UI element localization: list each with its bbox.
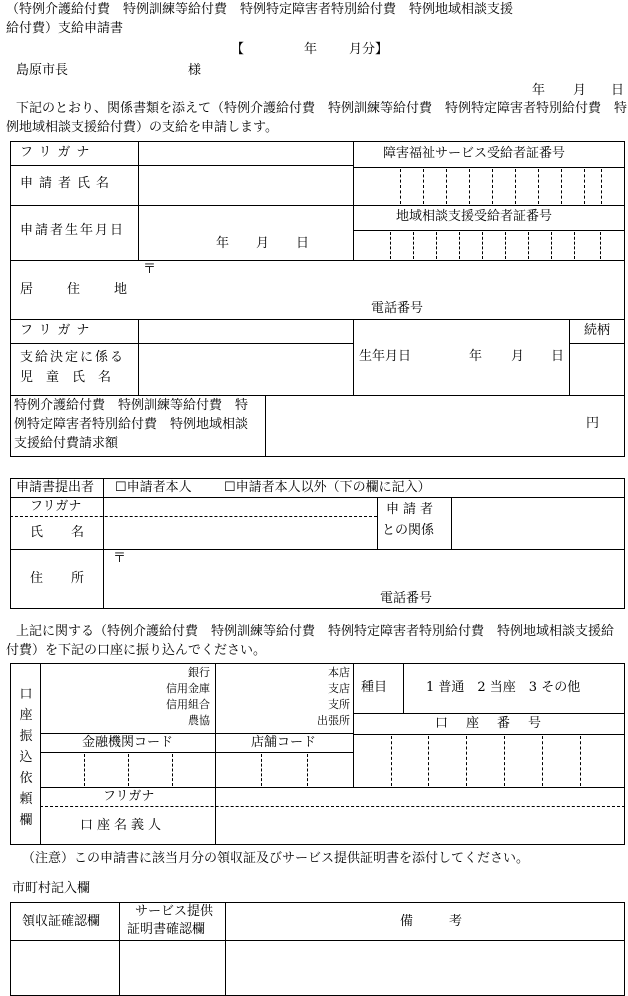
transfer-side-label: 口座振込依頼欄 [19, 687, 33, 828]
date-month-label: 月 [573, 83, 587, 98]
bank-types [150, 665, 210, 729]
month-year-label: 年 [304, 42, 318, 57]
submitter-relation-field[interactable] [453, 499, 622, 547]
claim-currency: 円 [586, 416, 600, 431]
submitter-address-label: 住所 [30, 571, 113, 586]
submitter-address-field[interactable] [105, 551, 622, 606]
child-name-label-line2: 児童氏名 [20, 370, 125, 385]
receipt-check-label: 領収証確認欄 [22, 914, 101, 929]
bank-type-kumiai: 信用組合 [166, 698, 210, 711]
date-day-label: 日 [611, 83, 625, 98]
service-number-field[interactable] [355, 169, 623, 204]
branch-type-sub: 支所 [328, 698, 350, 711]
account-type-label: 種目 [361, 680, 388, 695]
remarks-field[interactable] [227, 942, 622, 994]
applicant-birthdate-field[interactable] [140, 207, 350, 259]
child-furigana-field[interactable] [140, 321, 350, 341]
submitter-furigana-label: フリガナ [30, 499, 82, 514]
bank-type-nokyo: 農協 [188, 714, 210, 727]
submitter-name-label: 氏名 [30, 525, 113, 540]
form-title-line2: 給付費）支給申請書 [6, 21, 124, 36]
intro-line1: 下記のとおり、関係書類を添えて（特例介護給付費 特例訓練等給付費 特例特定障害者特別給付費 特 [16, 101, 628, 116]
applicant-name-field[interactable] [140, 167, 350, 203]
claim-amount-field[interactable] [267, 397, 622, 454]
account-number-field[interactable] [355, 736, 623, 786]
submitter-phone-label: 電話番号 [380, 591, 433, 606]
account-number-label: 口座番号 [435, 716, 560, 731]
branch-code-field[interactable] [217, 754, 352, 786]
branch-type-branch: 支店 [328, 682, 350, 695]
submitter-relation-label-line1: 申請者 [386, 502, 438, 517]
date-year-label: 年 [532, 83, 546, 98]
applicant-furigana-label: フリガナ [20, 145, 96, 160]
consultation-number-field[interactable] [355, 232, 623, 259]
holder-furigana-field[interactable] [217, 789, 622, 805]
applicant-birthdate-label: 申請者生年月日 [20, 223, 126, 238]
submitter-name-field[interactable] [105, 518, 375, 548]
bank-type-shinkin: 信用金庫 [166, 682, 210, 695]
holder-label: 口座名義人 [80, 818, 166, 833]
submitter-label: 申請書提出者 [16, 480, 95, 495]
account-type-options[interactable]: 1 普通 2 当座 3 その他 [426, 680, 581, 695]
child-relation-field[interactable] [571, 345, 623, 393]
child-relation-label: 続柄 [584, 323, 611, 338]
submitter-option-other[interactable]: ☐申請者本人以外（下の欄に記入） [224, 480, 431, 495]
submitter-relation-label-line2: との関係 [382, 523, 435, 538]
intro-line2: 例地域相談支援給付費）の支給を申請します。 [6, 120, 278, 135]
applicant-birth-day: 日 [296, 236, 310, 251]
addressee-honorific: 様 [188, 63, 202, 78]
applicant-furigana-field[interactable] [140, 143, 350, 163]
child-birth-month: 月 [511, 349, 525, 364]
addressee: 島原市長 [16, 63, 69, 78]
holder-name-field[interactable] [217, 808, 622, 843]
applicant-name-label: 申請者氏名 [20, 176, 116, 191]
bank-code-field[interactable] [42, 754, 214, 786]
transfer-intro-line2: 付費）を下記の口座に振り込んでください。 [6, 643, 267, 658]
month-month-label: 月分】 [349, 42, 389, 57]
service-cert-label-line1: サービス提供 [135, 904, 214, 919]
branch-type-office: 出張所 [317, 714, 350, 727]
consultation-number-label: 地域相談支援受給者証番号 [396, 209, 553, 224]
child-birth-day: 日 [551, 349, 565, 364]
transfer-intro-line1: 上記に関する（特例介護給付費 特例訓練等給付費 特例特定障害者特別給付費 特例地域相談支援給 [16, 624, 615, 639]
applicant-birth-month: 月 [256, 236, 270, 251]
applicant-phone-label: 電話番号 [371, 301, 424, 316]
service-cert-field[interactable] [121, 942, 223, 994]
holder-furigana-label: フリガナ [103, 789, 155, 804]
remarks-label: 備考 [400, 914, 499, 929]
branch-type-head: 本店 [328, 666, 350, 679]
child-name-label-line1: 支給決定に係る [20, 350, 126, 365]
month-bracket-open: 【 [231, 42, 245, 57]
submitter-furigana-field[interactable] [105, 499, 375, 515]
child-name-field[interactable] [140, 345, 350, 393]
form-title-line1: （特例介護給付費 特例訓練等給付費 特例特定障害者特別給付費 特例地域相談支援 [6, 2, 514, 17]
applicant-birth-year: 年 [216, 236, 230, 251]
submitter-postal-mark: 〒 [113, 551, 127, 566]
submitter-option-self[interactable]: ☐申請者本人 [115, 480, 192, 495]
service-number-label: 障害福祉サービス受給者証番号 [383, 146, 566, 161]
claim-label-line3: 支援給付費請求額 [14, 436, 119, 451]
child-furigana-label: フリガナ [20, 323, 96, 338]
child-birth-year: 年 [469, 349, 483, 364]
claim-label-line1: 特例介護給付費 特例訓練等給付費 特 [14, 398, 249, 413]
receipt-check-field[interactable] [12, 942, 117, 994]
service-cert-label-line2: 証明書確認欄 [127, 922, 206, 937]
branch-code-label: 店舗コード [251, 735, 317, 750]
bank-type-bank: 銀行 [188, 666, 210, 679]
bank-code-label: 金融機関コード [82, 735, 174, 750]
claim-label-line2: 例特定障害者特別給付費 特例地域相談 [14, 417, 249, 432]
child-birthdate-label: 生年月日 [359, 349, 412, 364]
branch-name-field[interactable] [217, 665, 287, 731]
applicant-postal-mark: 〒 [143, 262, 157, 277]
notice-text: （注意）この申請書に該当月分の領収証及びサービス提供証明書を添付してください。 [22, 851, 530, 866]
branch-types [290, 665, 350, 729]
applicant-address-label: 居住地 [20, 282, 162, 297]
municipal-section-label: 市町村記入欄 [12, 881, 91, 896]
bank-name-field[interactable] [42, 665, 146, 731]
